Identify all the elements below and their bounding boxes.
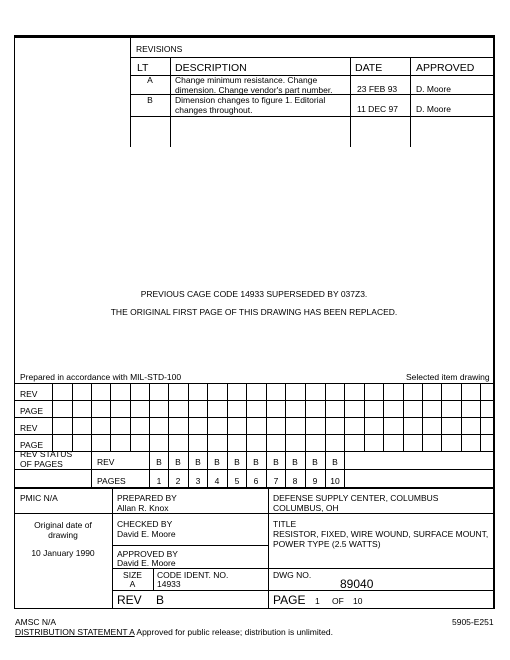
row-label-rev: REV xyxy=(20,389,38,399)
revision-approver: D. Moore xyxy=(416,104,451,114)
original-date: 10 January 1990 xyxy=(31,548,95,558)
page-cell: 6 xyxy=(253,476,259,486)
revision-approver: D. Moore xyxy=(416,84,451,94)
dwg-no-label: DWG NO. xyxy=(273,570,312,580)
grid-line xyxy=(227,383,228,451)
checked-by-label: CHECKED BY xyxy=(117,519,173,529)
page-block-label: PAGE xyxy=(273,593,306,607)
grid-line xyxy=(110,383,111,451)
grid-line xyxy=(91,451,92,487)
prepared-by-name: Allan R. Knox xyxy=(117,503,169,513)
pages-label: PAGES xyxy=(97,476,126,486)
row-label-rev: REV xyxy=(20,423,38,433)
revision-description: Change minimum resistance. Change dimension. Change vendor's part number. xyxy=(175,75,333,95)
page-cell: 10 xyxy=(330,476,340,486)
page-cell: 2 xyxy=(175,476,181,486)
grid-line xyxy=(461,383,462,451)
rev-label: REV xyxy=(97,457,115,467)
grid-line xyxy=(207,383,208,451)
grid-line xyxy=(383,383,384,451)
rev-block-label: REV xyxy=(117,593,142,607)
rev-cell: B xyxy=(175,457,181,467)
drawing-title: RESISTOR, FIXED, WIRE WOUND, SURFACE MOUNT, POWER TYPE (2.5 WATTS) xyxy=(273,529,489,549)
grid-line xyxy=(403,383,404,451)
revisions-header-approved: APPROVED xyxy=(416,62,475,74)
page-number: 1 xyxy=(315,596,320,606)
revisions-header-date: DATE xyxy=(355,62,383,74)
code-ident-value: 14933 xyxy=(157,579,181,589)
grid-line xyxy=(14,469,494,470)
cage-code-note: PREVIOUS CAGE CODE 14933 SUPERSEDED BY 037Z3. xyxy=(140,289,368,299)
revisions-header-description: DESCRIPTION xyxy=(175,62,247,74)
revision-date: 11 DEC 97 xyxy=(357,104,398,114)
grid-line xyxy=(266,383,267,451)
title-label: TITLE xyxy=(273,519,297,529)
grid-line xyxy=(325,383,326,451)
rev-cell: B xyxy=(156,457,162,467)
revision-date: 23 FEB 93 xyxy=(357,84,398,94)
grid-line xyxy=(72,383,73,451)
page-cell: 9 xyxy=(312,476,318,486)
page-total: 10 xyxy=(353,596,363,606)
replaced-page-note: THE ORIGINAL FIRST PAGE OF THIS DRAWING HAS BEEN REPLACED. xyxy=(110,307,398,317)
distribution-statement-text: Approved for public release; distribution is unlimited. xyxy=(136,627,333,637)
size-value: A xyxy=(129,579,136,589)
rev-cell: B xyxy=(214,457,220,467)
grid-line xyxy=(422,383,423,451)
original-date-label: Original date of drawing xyxy=(34,520,92,540)
grid-line xyxy=(188,383,189,451)
amsc-note: AMSC N/A xyxy=(15,617,57,627)
revision-letter: A xyxy=(147,75,153,85)
grid-line xyxy=(344,383,345,451)
revisions-title: REVISIONS xyxy=(136,44,183,54)
size-label: SIZE xyxy=(123,570,142,580)
grid-line xyxy=(480,383,481,451)
page-cell: 1 xyxy=(156,476,162,486)
page-cell: 5 xyxy=(234,476,240,486)
grid-line xyxy=(91,383,92,451)
distribution-statement xyxy=(15,627,333,637)
checked-by-name: David E. Moore xyxy=(117,529,176,539)
rev-cell: B xyxy=(253,457,259,467)
grid-line xyxy=(168,383,169,451)
page-cell: 4 xyxy=(214,476,220,486)
revisions-header-lt: LT xyxy=(137,62,149,74)
revision-letter: B xyxy=(147,95,153,105)
rev-status-label: REV STATUS OF PAGES xyxy=(20,449,73,469)
prepared-note: Prepared in accordance with MIL-STD-100 xyxy=(20,372,182,382)
rev-cell: B xyxy=(273,457,279,467)
row-label-page: PAGE xyxy=(20,406,43,416)
page-cell: 3 xyxy=(195,476,201,486)
grid-line xyxy=(14,451,494,452)
approved-by-name: David E. Moore xyxy=(117,558,176,568)
page-cell: 7 xyxy=(273,476,279,486)
form-number: 5905-E251 xyxy=(452,617,494,627)
grid-line xyxy=(305,383,306,451)
agency-name: DEFENSE SUPPLY CENTER, COLUMBUS COLUMBUS, OH xyxy=(273,493,439,513)
revision-description: Dimension changes to figure 1. Editorial changes throughout. xyxy=(175,95,326,115)
selected-item-note: Selected item drawing xyxy=(406,372,490,382)
grid-line xyxy=(364,383,365,451)
grid-line xyxy=(149,383,150,451)
grid-line xyxy=(441,383,442,451)
rev-cell: B xyxy=(195,457,201,467)
rev-cell: B xyxy=(234,457,240,467)
grid-line xyxy=(52,383,53,451)
approved-by-label: APPROVED BY xyxy=(117,549,178,559)
rev-block-value: B xyxy=(156,593,165,607)
row-label-page: PAGE xyxy=(20,440,43,450)
grid-line xyxy=(130,383,131,451)
grid-line xyxy=(285,383,286,451)
rev-cell: B xyxy=(332,457,338,467)
dwg-no-value: 89040 xyxy=(340,577,374,591)
grid-line xyxy=(246,383,247,451)
of-label: OF xyxy=(332,596,344,606)
page-cell: 8 xyxy=(292,476,298,486)
distribution-statement-label: DISTRIBUTION STATEMENT A xyxy=(15,627,135,637)
code-ident-label: CODE IDENT. NO. xyxy=(157,570,229,580)
rev-cell: B xyxy=(312,457,318,467)
prepared-by-label: PREPARED BY xyxy=(117,493,177,503)
rev-cell: B xyxy=(292,457,298,467)
pmic-label: PMIC N/A xyxy=(20,493,58,503)
